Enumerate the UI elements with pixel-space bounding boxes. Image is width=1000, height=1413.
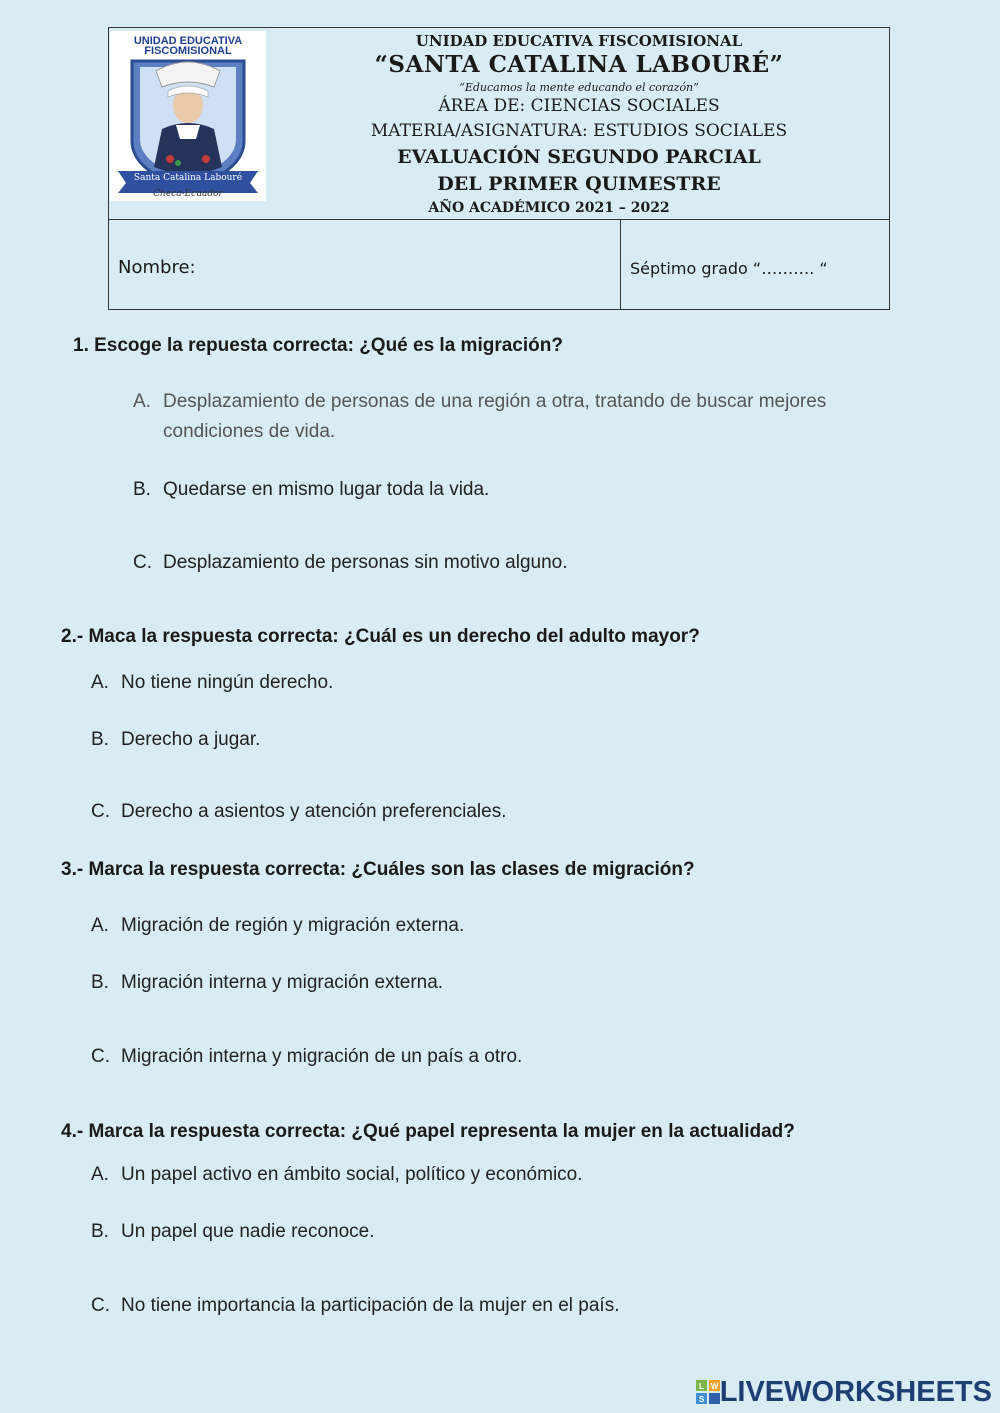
question-3-option-c[interactable] [91,1046,522,1068]
question-3-option-a[interactable] [91,915,464,937]
svg-text:W: W [710,1382,718,1391]
option-text: Derecho a asientos y atención preferenciales. [121,801,507,822]
logo-top-text-2: FISCOMISIONAL [144,45,232,57]
question-4-option-a[interactable] [91,1164,583,1186]
option-text: No tiene ningún derecho. [121,672,334,693]
option-letter: C. [133,552,152,573]
school-logo [110,31,266,201]
question-2-option-a[interactable] [91,672,333,694]
svg-text:S: S [698,1395,704,1404]
option-text: Quedarse en mismo lugar toda la vida. [163,479,490,500]
logo-banner-text: Santa Catalina Labouré [133,173,243,183]
student-info-row [109,219,889,310]
option-letter: B. [91,1221,109,1242]
school-motto: “Educamos la mente educando el corazón” [459,81,699,94]
option-text: Desplazamiento de personas sin motivo alguno. [163,552,568,573]
question-1-title: 1. Escoge la repuesta correcta: ¿Qué es la migración? [73,335,563,356]
question-1-option-c[interactable] [133,552,568,574]
question-4-option-b[interactable] [91,1221,375,1243]
option-letter: C. [91,1046,110,1067]
subject-area: ÁREA DE: CIENCIAS SOCIALES [438,96,720,116]
liveworksheets-logo-icon [696,1380,720,1404]
svg-text:L: L [698,1382,704,1391]
option-letter: C. [91,1295,110,1316]
liveworksheets-text: LIVEWORKSHEETS [719,1375,992,1408]
academic-year: AÑO ACADÉMICO 2021 – 2022 [428,200,670,216]
option-letter: B. [133,479,151,500]
option-text: No tiene importancia la participación de la mujer en el país. [121,1295,620,1316]
grade-label: Séptimo grado “………. “ [630,259,828,278]
option-letter: B. [91,972,109,993]
question-2-title: 2.- Maca la respuesta correcta: ¿Cuál es un derecho del adulto mayor? [61,626,700,647]
option-letter: A. [91,915,109,936]
logo-place-text: Checa-Ecuador [153,189,223,199]
name-label: Nombre: [118,257,196,278]
option-letter: A. [91,672,109,693]
option-letter: A. [91,1164,109,1185]
option-text: Un papel que nadie reconoce. [121,1221,375,1242]
option-text: Un papel activo en ámbito social, político y económico. [121,1164,583,1185]
question-3-option-b[interactable] [91,972,443,994]
option-letter: B. [91,729,109,750]
option-text: Derecho a jugar. [121,729,261,750]
question-1-option-a[interactable] [133,387,853,447]
liveworksheets-brand[interactable] [696,1376,992,1408]
question-3-title: 3.- Marca la respuesta correcta: ¿Cuáles son las clases de migración? [61,859,695,880]
option-letter: C. [91,801,110,822]
school-name: “SANTA CATALINA LABOURÉ” [374,51,784,78]
logo-top-text: UNIDAD EDUCATIVA [133,35,243,47]
name-cell [109,219,621,310]
question-4-option-c[interactable] [91,1295,620,1317]
header-top [109,28,889,220]
question-4-title: 4.- Marca la respuesta correcta: ¿Qué papel representa la mujer en la actualidad? [61,1121,795,1142]
option-text: Migración interna y migración de un país a otro. [121,1046,523,1067]
exam-subtitle: DEL PRIMER QUIMESTRE [437,173,721,195]
option-text: Desplazamiento de personas de una región a otra, tratando de buscar mejores condiciones de vida. [163,391,827,442]
option-text: Migración de región y migración externa. [121,915,465,936]
question-1-option-b[interactable] [133,479,489,501]
option-letter: A. [133,391,151,412]
school-type: UNIDAD EDUCATIVA FISCOMISIONAL [415,32,743,50]
header-box [108,27,890,310]
subject-name: MATERIA/ASIGNATURA: ESTUDIOS SOCIALES [370,121,788,141]
question-2-option-c[interactable] [91,801,507,823]
option-text: Migración interna y migración externa. [121,972,444,993]
question-2-option-b[interactable] [91,729,260,751]
exam-title: EVALUACIÓN SEGUNDO PARCIAL [397,146,761,168]
